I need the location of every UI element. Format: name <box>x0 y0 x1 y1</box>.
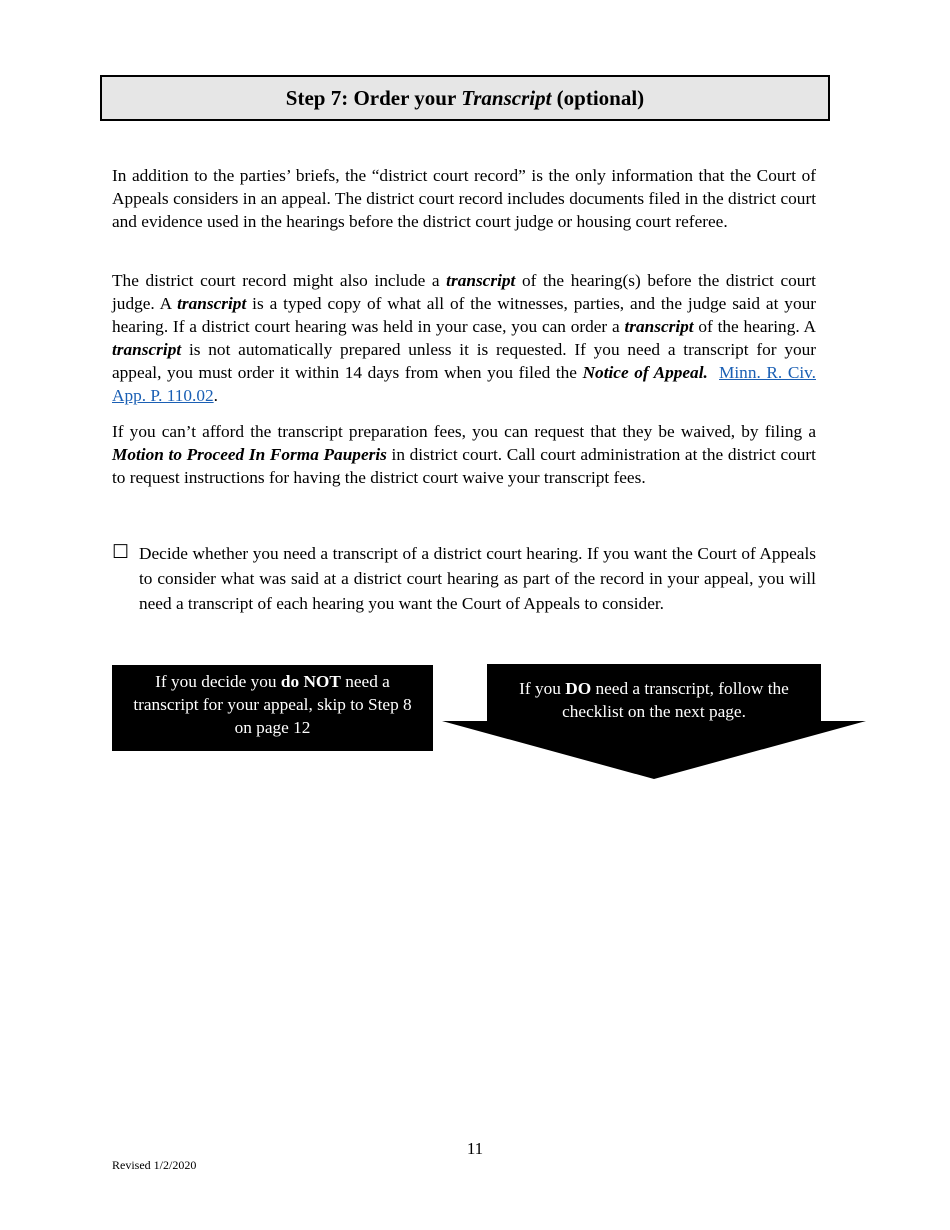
transcript-paragraph: The district court record might also include a transcript of the hearing(s) before the district court judge. A transcript is a typed copy of what all of the witnesses, parties, and the judge said at your hearing. If a district court hearing was held in your case, you can order a transcript of the hearing. A transcript is not automatically prepared unless it is requested. If you need a transcript for your appeal, you must order it within 14 days from when you filed the Notice of Appeal. Minn. R. Civ. App. P. 110.02. <box>112 271 816 405</box>
no-transcript-box: If you decide you do NOT need a transcript for your appeal, skip to Step 8 on page 12 <box>112 665 433 751</box>
checkbox[interactable]: ☐ <box>112 542 130 563</box>
need-transcript-text: If you DO need a transcript, follow the checklist on the next page. <box>519 679 789 721</box>
step-heading <box>100 75 830 121</box>
checklist-item <box>112 541 816 616</box>
fee-waiver-paragraph: If you can’t afford the transcript preparation fees, you can request that they be waived, by filing a Motion to Proceed In Forma Pauperis in district court. Call court administration at the district court to request instructions for having the district court waive your transcript fees. <box>112 422 816 487</box>
revised-date: Revised 1/2/2020 <box>112 1158 197 1172</box>
page-number: 11 <box>466 1139 484 1158</box>
checklist-text: Decide whether you need a transcript of a district court hearing. If you want the Court of Appeals to consider what was said at a district court hearing as part of the record in your appeal, you will need a transcript of each hearing you want the Court of Appeals to consider. <box>139 544 816 613</box>
intro-paragraph: In addition to the parties’ briefs, the “district court record” is the only information that the Court of Appeals considers in an appeal. The district court record includes documents filed in the district court and evidence used in the hearings before the district court judge or housing court referee. <box>112 166 816 231</box>
heading-text: Step 7: Order your Transcript (optional) <box>285 85 645 110</box>
rule-link[interactable]: Minn. R. Civ. App. P. 110.02 <box>112 363 816 405</box>
